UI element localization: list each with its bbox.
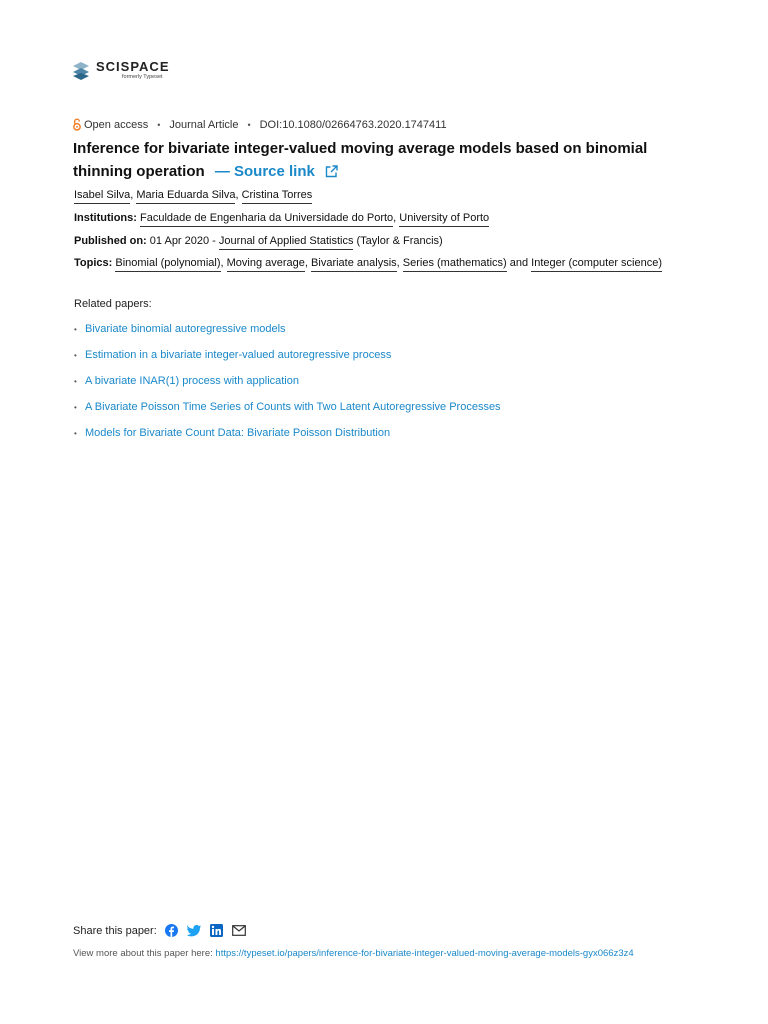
access-label: Open access	[84, 118, 149, 131]
related-paper-link[interactable]: A bivariate INAR(1) process with application	[85, 375, 299, 387]
list-item	[74, 375, 501, 401]
published-label: Published on:	[74, 235, 147, 247]
list-item	[74, 401, 501, 427]
article-type: Journal Article	[169, 118, 239, 131]
paper-meta	[72, 118, 447, 131]
scispace-logo	[72, 60, 170, 81]
author-link[interactable]: Maria Eduarda Silva	[136, 189, 235, 204]
facebook-icon[interactable]	[165, 924, 178, 937]
view-more	[73, 948, 673, 959]
authors-line: Isabel Silva, Maria Eduarda Silva, Cristina Torres	[74, 189, 312, 201]
publisher: (Taylor & Francis)	[356, 235, 443, 247]
topic-link[interactable]: Binomial (polynomial)	[115, 257, 220, 272]
related-paper-link[interactable]: Estimation in a bivariate integer-valued autoregressive process	[85, 349, 392, 361]
institutions-line: Institutions: Faculdade de Engenharia da Universidade do Porto, University of Porto	[74, 212, 489, 224]
separator-dot: •	[157, 119, 161, 130]
author-link[interactable]: Cristina Torres	[242, 189, 313, 204]
linkedin-icon[interactable]	[210, 924, 223, 937]
published-line	[74, 235, 443, 247]
bullet: •	[74, 351, 77, 360]
bullet: •	[74, 403, 77, 412]
journal-link[interactable]: Journal of Applied Statistics	[219, 235, 354, 250]
view-more-label: View more about this paper here:	[73, 948, 213, 959]
institution-link[interactable]: Faculdade de Engenharia da Universidade do Porto	[140, 212, 393, 227]
share-icons	[165, 924, 255, 937]
institutions-label: Institutions:	[74, 212, 137, 224]
related-paper-link[interactable]: A Bivariate Poisson Time Series of Counts with Two Latent Autoregressive Processes	[85, 401, 501, 413]
related-paper-link[interactable]: Models for Bivariate Count Data: Bivariate Poisson Distribution	[85, 427, 391, 439]
email-icon[interactable]	[232, 925, 246, 936]
topics-conjunction: and	[509, 257, 529, 269]
topics-label: Topics:	[74, 257, 113, 269]
published-date: 01 Apr 2020 -	[149, 235, 216, 247]
topic-link[interactable]: Bivariate analysis	[311, 257, 397, 272]
separator-dot: •	[247, 119, 251, 130]
bullet: •	[74, 429, 77, 438]
paper-url-link[interactable]: https://typeset.io/papers/inference-for-bivariate-integer-valued-moving-average-models-gyx066z3z4	[215, 948, 634, 959]
topic-link[interactable]: Moving average	[227, 257, 305, 272]
related-paper-link[interactable]: Bivariate binomial autoregressive models	[85, 323, 286, 335]
institution-link[interactable]: University of Porto	[399, 212, 489, 227]
scispace-logo-icon	[72, 61, 90, 81]
author-link[interactable]: Isabel Silva	[74, 189, 130, 204]
paper-title	[73, 137, 693, 183]
paper-title-text: Inference for bivariate integer-valued moving average models based on binomial thinning operation	[73, 140, 648, 180]
list-item	[74, 349, 501, 375]
bullet: •	[74, 325, 77, 334]
topic-link[interactable]: Series (mathematics)	[403, 257, 507, 272]
related-papers-list	[74, 323, 501, 453]
share-label: Share this paper:	[73, 924, 157, 937]
open-access-icon	[72, 118, 82, 131]
topic-link[interactable]: Integer (computer science)	[531, 257, 662, 272]
list-item	[74, 323, 501, 349]
source-link[interactable]: — Source link	[214, 163, 315, 180]
doi: DOI:10.1080/02664763.2020.1747411	[259, 118, 447, 131]
bullet: •	[74, 377, 77, 386]
topics-line: Topics: Binomial (polynomial), Moving average, Bivariate analysis, Series (mathematics) and Integer (computer science)	[74, 257, 662, 269]
list-item	[74, 427, 501, 453]
share-bar	[73, 924, 255, 937]
brand-name: SCISPACE	[96, 59, 170, 74]
related-papers-heading: Related papers:	[74, 298, 152, 310]
twitter-icon[interactable]	[187, 925, 201, 937]
brand-subtitle: formerly Typeset	[122, 74, 163, 80]
external-link-icon[interactable]	[325, 165, 338, 178]
